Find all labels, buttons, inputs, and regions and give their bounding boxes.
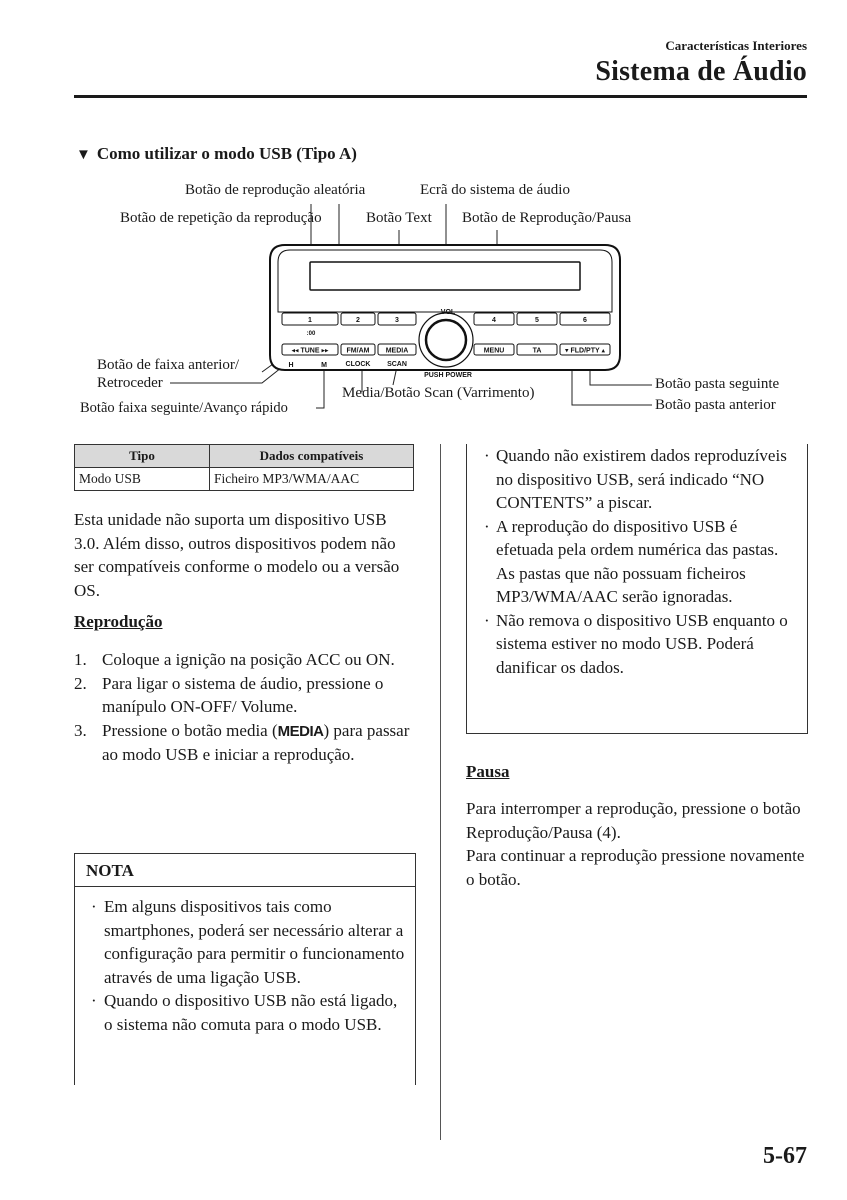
page-title: Sistema de Áudio xyxy=(595,56,807,87)
callout-play-pause: Botão de Reprodução/Pausa xyxy=(462,210,632,226)
preset-6-label: 6 xyxy=(583,317,587,324)
media-button-symbol: MEDIA xyxy=(277,722,324,740)
page-number: 5-67 xyxy=(763,1143,807,1169)
nota-item-text: Em alguns dispositivos tais como smartphones, poderá ser necessário alterar a configuração para permitir o funcionamento através de uma ligação USB. xyxy=(104,897,405,987)
compat-table xyxy=(74,444,414,491)
step-number: 1. xyxy=(74,650,87,669)
intro-paragraph: Esta unidade não suporta um dispositivo USB 3.0. Além disso, outros dispositivos podem não ser compatíveis conforme o modelo ou a versão OS. xyxy=(74,510,400,600)
list-item xyxy=(467,609,799,680)
clock-label: CLOCK xyxy=(345,361,371,368)
reproducao-steps xyxy=(74,648,414,767)
audio-panel-diagram xyxy=(0,0,847,440)
h-mark: H xyxy=(288,362,294,369)
nota-heading: NOTA xyxy=(75,854,415,887)
pausa-text xyxy=(466,797,811,891)
bullet-dot: · xyxy=(91,897,97,916)
callout-next-track: Botão faixa seguinte/Avanço rápido xyxy=(80,400,288,416)
note-item-text: Quando não existirem dados reproduzíveis no dispositivo USB, será indicado “NO CONTENTS” a piscar. xyxy=(496,446,787,512)
note-item-text: A reprodução do dispositivo USB é efetuada pela ordem numérica das pastas. As pastas que não possuam ficheiros MP3/WMA/AAC serão ignoradas. xyxy=(496,516,779,606)
preset-2-label: 2 xyxy=(356,317,360,324)
fld-pty-label: ▾ FLD/PTY ▴ xyxy=(565,347,605,355)
callout-repeat: Botão de repetição da reprodução xyxy=(120,210,322,226)
fm-am-label: FM/AM xyxy=(346,347,370,355)
callout-media-scan: Media/Botão Scan (Varrimento) xyxy=(342,385,535,401)
pausa-paragraph: Para interromper a reprodução, pressione o botão Reprodução/Pausa (4). xyxy=(466,799,801,842)
pausa-paragraph: Para continuar a reprodução pressione novamente o botão. xyxy=(466,846,805,889)
reproducao-heading: Reprodução xyxy=(74,612,163,631)
list-item xyxy=(75,895,407,989)
table-header-row xyxy=(75,445,414,468)
step-text-after: ) para passar ao modo USB e iniciar a reprodução. xyxy=(102,720,410,764)
step-text-before: Pressione o botão media ( xyxy=(102,720,278,740)
list-item xyxy=(75,989,407,1036)
step-number: 2. xyxy=(74,673,87,693)
preset-3-label: 3 xyxy=(395,317,399,324)
table-cell: Modo USB xyxy=(75,468,210,491)
list-item xyxy=(467,515,799,609)
push-power-label: PUSH POWER xyxy=(424,372,472,379)
media-label: MEDIA xyxy=(385,347,409,355)
callout-text: Botão Text xyxy=(366,210,432,226)
volume-knob xyxy=(426,320,466,360)
step-text: Para ligar o sistema de áudio, pressione o manípulo ON-OFF/ Volume. xyxy=(102,673,384,716)
clock-sub-label: :00 xyxy=(306,331,316,337)
table-cell: Ficheiro MP3/WMA/AAC xyxy=(210,468,414,491)
list-item xyxy=(467,444,799,515)
table-header-cell: Dados compatíveis xyxy=(210,445,414,468)
preset-4-label: 4 xyxy=(492,317,496,324)
bullet-dot: · xyxy=(484,610,490,630)
pausa-heading: Pausa xyxy=(466,762,510,781)
menu-label: MENU xyxy=(483,347,505,355)
callout-folder-prev: Botão pasta anterior xyxy=(655,397,776,413)
nota-box xyxy=(74,853,416,1085)
preset-5-label: 5 xyxy=(535,317,539,324)
callout-prev-track-2: Retroceder xyxy=(97,375,163,391)
right-notes-list xyxy=(467,444,807,679)
callout-random: Botão de reprodução aleatória xyxy=(185,182,366,198)
nota-list xyxy=(75,887,415,1036)
column-divider xyxy=(440,444,441,1140)
table-row xyxy=(75,468,414,491)
m-mark: M xyxy=(321,362,327,369)
callout-display: Ecrã do sistema de áudio xyxy=(420,182,570,198)
bullet-dot: · xyxy=(484,516,490,536)
callout-prev-track-1: Botão de faixa anterior/ xyxy=(97,357,240,373)
ta-label: TA xyxy=(532,347,542,355)
header-category: Características Interiores xyxy=(665,38,807,53)
bullet-dot: · xyxy=(91,991,97,1010)
preset-1-label: 1 xyxy=(308,317,312,324)
note-item-text: Não remova o dispositivo USB enquanto o sistema estiver no modo USB. Poderá danificar os dados. xyxy=(496,610,788,677)
nota-continuation-box xyxy=(466,444,808,734)
list-item xyxy=(74,719,414,767)
step-text: Coloque a ignição na posição ACC ou ON. xyxy=(102,650,395,669)
list-item xyxy=(74,672,414,719)
section-title-text: Como utilizar o modo USB (Tipo A) xyxy=(96,144,357,163)
list-item xyxy=(74,648,414,672)
callout-folder-next: Botão pasta seguinte xyxy=(655,376,780,392)
vol-label: VOL xyxy=(440,309,456,316)
nota-item-text: Quando o dispositivo USB não está ligado, o sistema não comuta para o modo USB. xyxy=(104,991,398,1034)
triangle-down-icon: ▼ xyxy=(76,147,91,163)
tune-label: ◂◂ TUNE ▸▸ xyxy=(291,347,329,355)
scan-label: SCAN xyxy=(387,361,407,368)
bullet-dot: · xyxy=(484,446,490,465)
table-header-cell: Tipo xyxy=(75,445,210,468)
step-number: 3. xyxy=(74,720,87,740)
